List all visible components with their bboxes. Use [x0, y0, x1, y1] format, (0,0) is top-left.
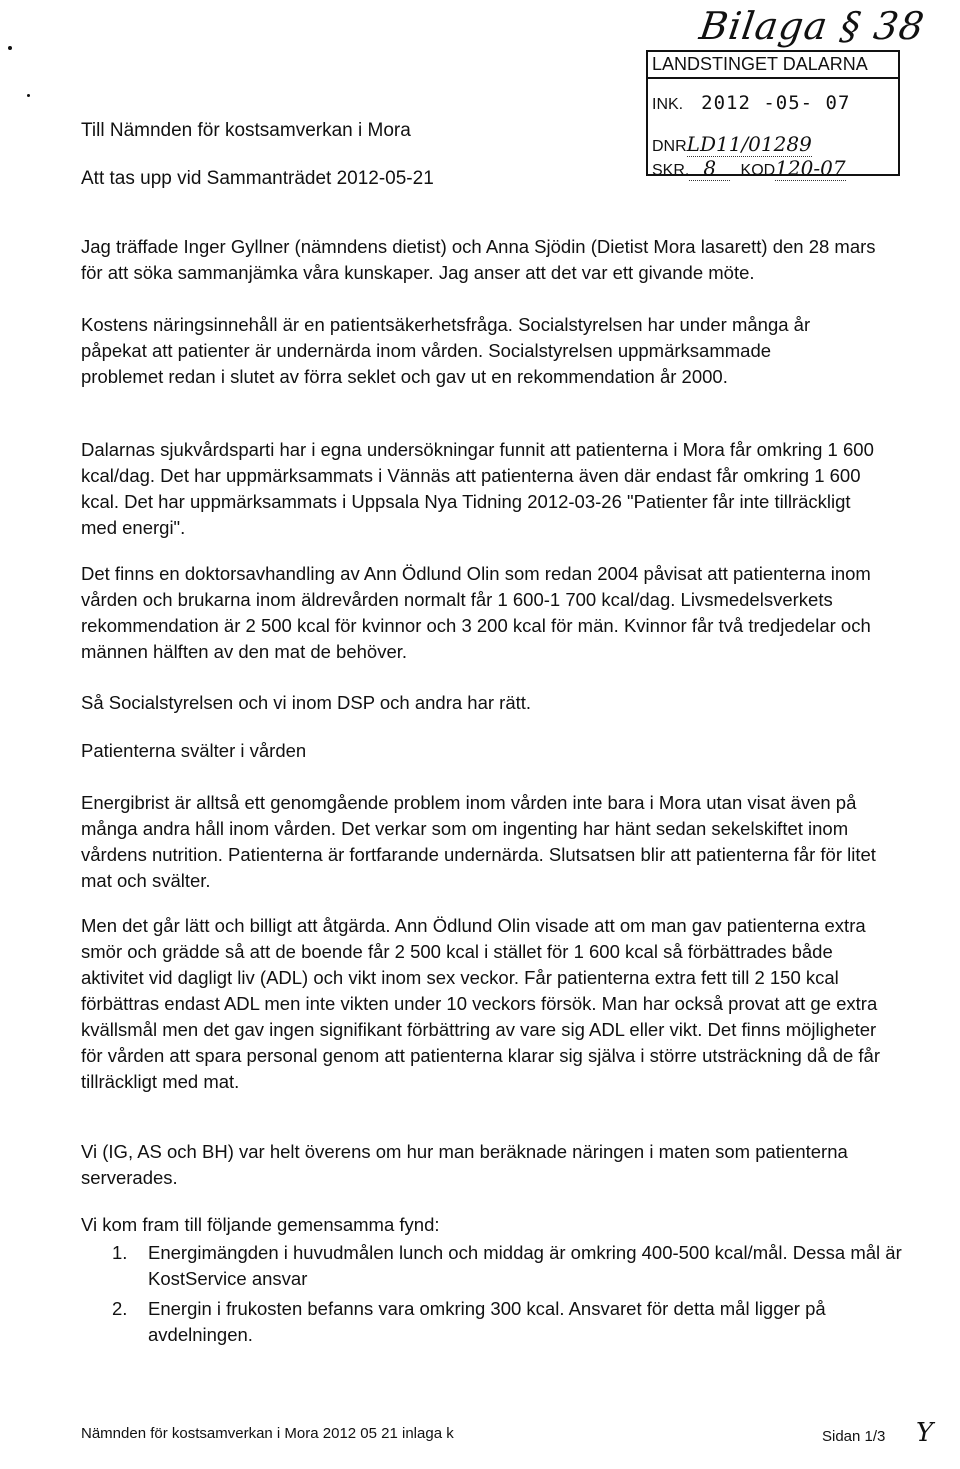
stamp-title: LANDSTINGET DALARNA — [652, 54, 868, 74]
recipient-line: Till Nämnden för kostsamverkan i Mora — [81, 120, 411, 141]
scan-speck — [8, 46, 12, 50]
paragraph-overens — [81, 1139, 891, 1191]
heading-text: Patienterna svälter i vården — [81, 740, 307, 761]
list-item-number: 1. — [112, 1242, 128, 1263]
meeting-line: Att tas upp vid Sammanträdet 2012-05-21 — [81, 168, 434, 189]
paragraph-doktorsavhandling — [81, 561, 891, 665]
stamp-dnr-label: DNR — [652, 138, 687, 155]
footer-document-name: Nämnden för kostsamverkan i Mora 2012 05 21 inlaga k — [81, 1425, 454, 1442]
paragraph-fynd-intro — [81, 1212, 891, 1238]
stamp-skr-value: 8 — [689, 156, 730, 181]
paragraph-text: Dalarnas sjukvårdsparti har i egna undersökningar funnit att patienterna i Mora får omkring 1 600 kcal/dag. Det har uppmärksammats i Vännäs att patienterna även där endast får omkring 1 600 kcal. Det har uppmärksammats i Uppsala Nya Tidning 2012-03-26 "Patienter får inte tillräckligt med energi". — [81, 439, 874, 538]
handwritten-initials: Y — [916, 1418, 934, 1448]
paragraph-text: Vi (IG, AS och BH) var helt överens om hur man beräknade näringen i maten som patienterna serverades. — [81, 1141, 848, 1188]
stamp-kod-value: 120-07 — [775, 156, 846, 180]
paragraph-energibrist — [81, 790, 891, 894]
findings-list — [112, 1240, 912, 1352]
list-item — [112, 1296, 912, 1348]
stamp-kod-label: KOD — [740, 162, 776, 179]
list-item-text: Energin i frukosten befanns vara omkring 300 kcal. Ansvaret för detta mål ligger på avdelningen. — [148, 1298, 826, 1345]
stamp-divider — [648, 77, 898, 79]
list-item-number: 2. — [112, 1298, 128, 1319]
paragraph-text: Så Socialstyrelsen och vi inom DSP och andra har rätt. — [81, 692, 532, 713]
paragraph-ratt — [81, 690, 891, 716]
list-item-text: Energimängden i huvudmålen lunch och middag är omkring 400-500 kcal/mål. Dessa mål är KostService ansvar — [148, 1242, 902, 1289]
paragraph-text: Men det går lätt och billigt att åtgärda. Ann Ödlund Olin visade att om man gav patienterna extra smör och grädde så att de boende får 2 500 kcal i stället för 1 600 kcal så förbättrades både aktivitet vid dagligt liv (ADL) och vikt inom sex veckor. Får patienterna extra fett till 2 150 kcal förbättras endast ADL men inte vikten under 10 veckors försök. Man har också provat att ge extra kvällsmål men det gav ingen signifikant förbättring av vare sig ADL eller vikt. Det finns möjligheter för vården att spara personal genom att patienterna klarar sig själva i större utsträckning då de får tillräckligt med mat. — [81, 915, 881, 1092]
paragraph-text: Kostens näringsinnehåll är en patientsäkerhetsfråga. Socialstyrelsen har under många år påpekat att patienter är undernärda inom vården. Socialstyrelsen uppmärksammade problemet redan i slutet av förra seklet och gav ut en rekommendation år 2000. — [81, 314, 811, 387]
paragraph-meeting — [81, 234, 891, 286]
paragraph-text: Vi kom fram till följande gemensamma fynd: — [81, 1214, 440, 1235]
stamp-ink-row — [652, 92, 850, 114]
stamp-ink-date: 2012 -05- 07 — [701, 92, 851, 114]
paragraph-text: Energibrist är alltså ett genomgående problem inom vården inte bara i Mora utan visat även på många andra håll inom vården. Det verkar som om ingenting har hänt sedan sekelskiftet inom vårdens nutrition. Patienterna är fortfarande undernärda. Slutsatsen blir att patienterna får för litet mat och svälter. — [81, 792, 876, 891]
footer-page-number: Sidan 1/3 — [822, 1428, 886, 1445]
paragraph-atgarda — [81, 913, 891, 1095]
stamp-dnr-value: LD11/01289 — [686, 132, 812, 156]
stamp-skr-label: SKR. — [652, 162, 690, 179]
handwritten-bilaga-annotation: Bilaga § 38 — [696, 4, 928, 48]
paragraph-text: Det finns en doktorsavhandling av Ann Ödlund Olin som redan 2004 påvisat att patienterna inom vården och brukarna inom äldrevården normalt får 1 600-1 700 kcal/dag. Livsmedelsverkets rekommendation är 2 500 kcal för kvinnor och 3 200 kcal för män. Kvinnor får två tredjedelar och männen hälften av den mat de behöver. — [81, 563, 871, 662]
scan-speck — [27, 94, 30, 97]
paragraph-socialstyrelsen — [81, 312, 851, 390]
stamp-ink-label: INK. — [652, 96, 684, 113]
stamp-dnr-row — [652, 132, 812, 157]
list-item — [112, 1240, 912, 1292]
stamp-skr-row — [652, 156, 846, 181]
paragraph-dalarnas — [81, 437, 891, 541]
paragraph-text: Jag träffade Inger Gyllner (nämndens dietist) och Anna Sjödin (Dietist Mora lasarett) den 28 mars för att söka sammanjämka våra kunskaper. Jag anser att det var ett givande möte. — [81, 236, 876, 283]
registry-stamp — [646, 50, 900, 180]
section-heading — [81, 738, 891, 764]
